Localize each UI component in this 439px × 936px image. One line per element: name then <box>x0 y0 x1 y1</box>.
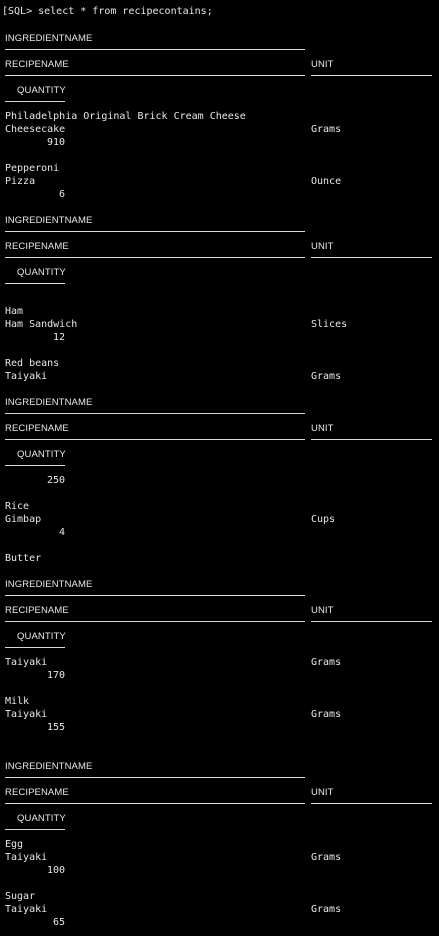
cell-ingredientname: Egg <box>5 839 24 850</box>
cell-quantity: 6 <box>59 189 66 200</box>
header-divider <box>5 621 305 622</box>
header-divider <box>311 803 432 804</box>
cell-quantity: 100 <box>47 865 66 876</box>
column-header-unit: UNIT <box>311 59 334 70</box>
header-divider <box>5 75 305 76</box>
column-header-unit: UNIT <box>311 787 334 798</box>
cell-unit: Grams <box>311 124 342 135</box>
cell-recipename: Taiyaki <box>5 657 48 668</box>
column-header-recipename: RECIPENAME <box>5 423 69 434</box>
cell-unit: Grams <box>311 852 342 863</box>
cell-quantity: 12 <box>53 332 66 343</box>
cell-ingredientname: Sugar <box>5 891 36 902</box>
cell-unit: Ounce <box>311 176 342 187</box>
column-header-quantity: QUANTITY <box>17 85 66 96</box>
cell-ingredientname: Butter <box>5 553 42 564</box>
cell-quantity: 170 <box>47 670 66 681</box>
cell-quantity: 65 <box>53 917 66 928</box>
header-divider <box>5 231 305 232</box>
column-header-quantity: QUANTITY <box>17 813 66 824</box>
header-divider <box>5 595 305 596</box>
header-divider <box>5 829 65 830</box>
cell-ingredientname: Rice <box>5 501 30 512</box>
column-header-recipename: RECIPENAME <box>5 241 69 252</box>
cell-unit: Cups <box>311 514 336 525</box>
cell-recipename: Taiyaki <box>5 852 48 863</box>
cell-ingredientname: Milk <box>5 696 30 707</box>
column-header-unit: UNIT <box>311 423 334 434</box>
column-header-quantity: QUANTITY <box>17 267 66 278</box>
cell-recipename: Taiyaki <box>5 371 48 382</box>
header-divider <box>5 101 65 102</box>
column-header-ingredientname: INGREDIENTNAME <box>5 761 93 772</box>
column-header-unit: UNIT <box>311 605 334 616</box>
header-divider <box>311 75 432 76</box>
cell-unit: Grams <box>311 657 342 668</box>
column-header-quantity: QUANTITY <box>17 449 66 460</box>
header-divider <box>5 257 305 258</box>
cell-recipename: Gimbap <box>5 514 42 525</box>
header-divider <box>5 49 305 50</box>
cell-quantity: 4 <box>59 527 66 538</box>
column-header-unit: UNIT <box>311 241 334 252</box>
header-divider <box>5 465 65 466</box>
column-header-ingredientname: INGREDIENTNAME <box>5 215 93 226</box>
header-divider <box>5 439 305 440</box>
sql-prompt-line: [SQL> select * from recipecontains; <box>2 6 213 17</box>
cell-unit: Grams <box>311 904 342 915</box>
cell-recipename: Taiyaki <box>5 709 48 720</box>
column-header-recipename: RECIPENAME <box>5 605 69 616</box>
cell-ingredientname: Philadelphia Original Brick Cream Cheese <box>5 111 246 122</box>
header-divider <box>311 621 432 622</box>
cell-quantity: 910 <box>47 137 66 148</box>
header-divider <box>311 257 432 258</box>
cell-unit: Grams <box>311 371 342 382</box>
cell-unit: Slices <box>311 319 348 330</box>
cell-recipename: Cheesecake <box>5 124 66 135</box>
cell-unit: Grams <box>311 709 342 720</box>
column-header-ingredientname: INGREDIENTNAME <box>5 397 93 408</box>
cell-ingredientname: Red beans <box>5 358 60 369</box>
header-divider <box>5 803 305 804</box>
header-divider <box>5 283 65 284</box>
cell-ingredientname: Pepperoni <box>5 163 60 174</box>
header-divider <box>5 647 65 648</box>
header-divider <box>5 777 305 778</box>
cell-ingredientname: Ham <box>5 306 24 317</box>
cell-recipename: Ham Sandwich <box>5 319 78 330</box>
header-divider <box>5 413 305 414</box>
cell-quantity: 250 <box>47 475 66 486</box>
cell-recipename: Pizza <box>5 176 36 187</box>
column-header-recipename: RECIPENAME <box>5 787 69 798</box>
column-header-ingredientname: INGREDIENTNAME <box>5 579 93 590</box>
column-header-ingredientname: INGREDIENTNAME <box>5 33 93 44</box>
column-header-quantity: QUANTITY <box>17 631 66 642</box>
cell-recipename: Taiyaki <box>5 904 48 915</box>
header-divider <box>311 439 432 440</box>
cell-quantity: 155 <box>47 722 66 733</box>
column-header-recipename: RECIPENAME <box>5 59 69 70</box>
